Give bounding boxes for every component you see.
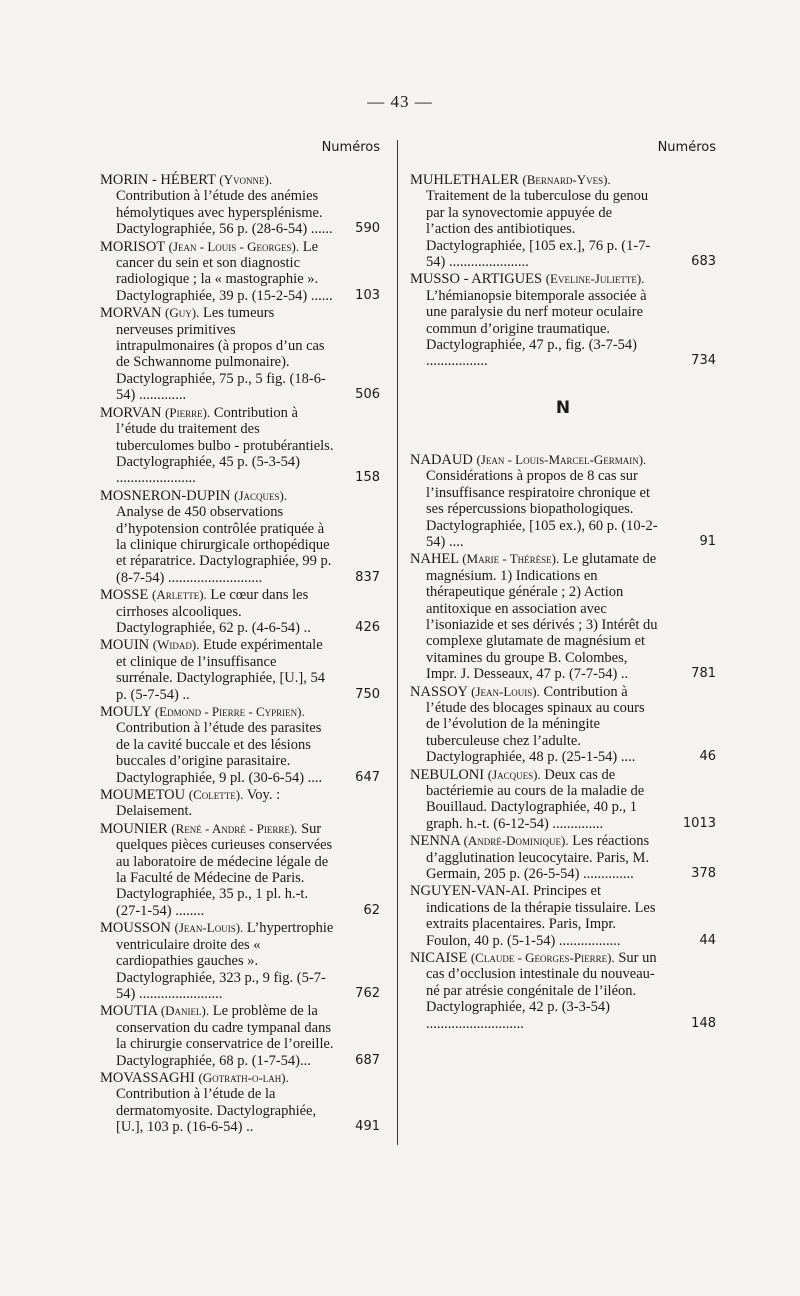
entry-description: Sur un cas d’occlusion intestinale du nouveau-né par atrésie congénitale de l’iléon. Dactylographiée, 42 p. (3-3-54) ........................... [426, 950, 657, 1032]
entry-description: Les tumeurs nerveuses primitives intrapulmonaires (à propos d’un cas de Schwannome pulmonaire). Dactylographiée, 75 p., 5 fig. (18-6-54) ............. [116, 305, 326, 404]
entry-description: Contribution à l’étude des blocages spinaux au cours de l’évolution de la méningite tuberculeuse chez l’adulte. Dactylographiée, 48 p. (25-1-54) .... [426, 683, 645, 766]
thesis-entry [100, 1070, 380, 1136]
entry-description: Analyse de 450 observations d’hypotension contrôlée pratiquée à la clinique chirurgicale orthopédique et réparatrice. Dactylographiée, 99 p. (8-7-54) .......................... [116, 504, 332, 586]
entry-description: Contribution à l’étude des anémies hémolytiques avec hypersplénisme. Dactylographiée, 56 p. (28-6-54) ...... [116, 188, 333, 238]
thesis-entry [100, 172, 380, 238]
thesis-entry [100, 704, 380, 786]
thesis-entry [100, 405, 380, 487]
thesis-entry [410, 883, 716, 949]
author-given-names: (René - André - Pierre). [171, 820, 298, 836]
author-name: MOUMETOU [100, 787, 186, 804]
entry-text [100, 405, 334, 487]
entry-text [410, 684, 658, 766]
author-name: MOUTIA [100, 1003, 158, 1020]
column-header: Numéros [657, 140, 716, 155]
thesis-entry [100, 1003, 380, 1069]
author-name: MORVAN [100, 404, 162, 421]
author-given-names: (Colette). [188, 787, 244, 803]
entry-text [410, 883, 658, 949]
entry-description: Le cœur dans les cirrhoses alcooliques. Dactylographiée, 62 p. (4-6-54) .. [116, 587, 311, 636]
thesis-entry [410, 684, 716, 766]
entry-description: L’hémianopsie bitemporale associée à une paralysie du nerf moteur oculaire commun d’origine traumatique. Dactylographiée, 47 p., fig. (3-7-54) ................. [426, 287, 647, 370]
thesis-entry [100, 920, 380, 1002]
entry-description: Etude expérimentale et clinique de l’insuffisance surrénale. Dactylographiée, [U.], 54 p. (5-7-54) .. [116, 637, 325, 703]
author-given-names: (Guy). [165, 305, 200, 321]
entry-number: 837 [355, 569, 380, 585]
author-name: MOUIN [100, 637, 150, 654]
author-given-names: (Jacques). [487, 766, 541, 782]
entry-text [410, 767, 658, 833]
entry-number: 683 [691, 254, 716, 270]
entry-description: Voy. : Delaisement. [116, 787, 281, 820]
entry-text [100, 587, 334, 636]
thesis-entry [410, 950, 716, 1032]
author-name: MOULY [100, 704, 152, 720]
author-name: NADAUD [410, 451, 473, 468]
entry-text [100, 488, 334, 586]
entry-number: 491 [355, 1119, 380, 1135]
entry-number: 1013 [682, 815, 716, 831]
entry-text [100, 172, 334, 238]
section-letter: N [555, 397, 571, 418]
entry-number: 762 [355, 985, 380, 1001]
author-name: MOSSE [100, 587, 149, 604]
author-name: NASSOY [410, 683, 468, 700]
author-given-names: (Gotrath-o-lah). [198, 1069, 289, 1085]
entry-list [410, 172, 716, 370]
thesis-entry [410, 271, 716, 369]
author-given-names: (Jean-Louis). [471, 683, 540, 699]
entry-description: L’hypertrophie ventriculaire droite des « cardiopathies gauches ». Dactylographiée, 323 p., 9 fig. (5-7-54) ....................... [116, 920, 334, 1002]
author-given-names: (Bernard-Yves). [522, 172, 611, 187]
entry-description: Contribution à l’étude des parasites de la cavité buccale et des lésions buccales d’origine parasitaire. Dactylographiée, 9 pl. (30-6-54) .... [116, 720, 323, 786]
entry-text [410, 950, 658, 1032]
author-given-names: (Marie - Thérèse). [462, 551, 560, 567]
author-name: MORIN - HÉBERT [100, 172, 216, 188]
author-given-names: (Jacques). [234, 487, 288, 503]
entry-description: Contribution à l’étude du traitement des tuberculomes bulbo - protubérantiels. Dactylographiée, 45 p. (5-3-54) ...................... [116, 404, 334, 487]
entry-description: Les réactions d’agglutination leucocytaire. Paris, M. Germain, 205 p. (26-5-54) .............. [426, 833, 650, 883]
thesis-entry [410, 551, 716, 682]
thesis-entry [100, 305, 380, 403]
author-name: NICAISE [410, 950, 468, 967]
entry-number: 426 [355, 619, 380, 635]
entry-number: 506 [355, 387, 380, 403]
author-given-names: (Arlette). [151, 587, 207, 603]
author-name: MOUSSON [100, 920, 171, 937]
author-given-names: (Pierre). [165, 404, 211, 420]
author-given-names: (Jean - Louis-Marcel-Germain). [476, 451, 647, 467]
thesis-entry [100, 239, 380, 305]
author-name: NENNA [410, 833, 460, 850]
author-given-names: (Eveline-Juliette). [545, 271, 645, 287]
thesis-entry [100, 787, 380, 820]
left-column [100, 140, 380, 1137]
entry-number: 378 [691, 866, 716, 882]
thesis-entry [410, 172, 716, 270]
entry-text [100, 787, 334, 820]
entry-number: 734 [691, 353, 716, 369]
entry-number: 91 [699, 533, 716, 549]
entry-description: Contribution à l’étude de la dermatomyosite. Dactylographiée, [U.], 103 p. (16-6-54) .. [116, 1086, 317, 1136]
entry-list [410, 452, 716, 1032]
entry-number: 687 [355, 1052, 380, 1068]
entry-number: 158 [355, 470, 380, 486]
entry-description: Sur quelques pièces curieuses conservées au laboratoire de médecine légale de la Faculté de Médecine de Paris. Dactylographiée, 35 p., 1 pl. h.-t. (27-1-54) ........ [116, 820, 333, 919]
entry-text [410, 551, 658, 682]
author-given-names: (Widad). [152, 637, 200, 653]
entry-text [100, 704, 334, 786]
entry-description: Considérations à propos de 8 cas sur l’insuffisance respiratoire chronique et ses répercussions biopathologiques. Dactylographiée, [105 ex.), 60 p. (10-2-54) .... [426, 468, 658, 550]
author-name: MOVASSAGHI [100, 1069, 195, 1086]
entry-description: Le problème de la conservation du cadre tympanal dans la chirurgie conservatrice de l’oreille. Dactylographiée, 68 p. (1-7-54)... [116, 1003, 334, 1069]
thesis-entry [100, 637, 380, 703]
author-name: MORVAN [100, 305, 162, 322]
author-given-names: (Jean-Louis). [174, 920, 244, 936]
author-name: NEBULONI [410, 766, 485, 783]
entry-text [410, 833, 658, 882]
thesis-entry [410, 833, 716, 882]
entry-text [100, 1070, 334, 1136]
author-given-names: (Yvonne). [219, 172, 273, 187]
author-given-names: (Jean - Louis - Georges). [168, 238, 300, 254]
author-given-names: (André-Dominique). [463, 833, 569, 849]
entry-description: Principes et indications de la thérapie tissulaire. Les extraits placentaires. Paris, Impr. Foulon, 40 p. (5-1-54) ................. [426, 883, 656, 949]
entry-text [100, 239, 334, 305]
page-number: — 43 — [367, 92, 433, 111]
entry-text [100, 1003, 334, 1069]
author-name: NAHEL [410, 551, 459, 568]
thesis-entry [100, 488, 380, 586]
author-name: MUHLETHALER [410, 172, 519, 188]
thesis-entry [410, 767, 716, 833]
thesis-entry [100, 587, 380, 636]
column-divider [397, 140, 398, 1145]
entry-number: 46 [699, 749, 716, 765]
author-name: MORISOT [100, 238, 165, 255]
author-name: MOSNERON-DUPIN [100, 487, 231, 504]
entry-number: 647 [355, 769, 380, 785]
author-name: MOUNIER [100, 820, 168, 837]
entry-description: Le cancer du sein et son diagnostic radiologique ; la « mastographie ». Dactylographiée, 39 p. (15-2-54) ...... [116, 238, 333, 304]
thesis-entry [100, 821, 380, 919]
author-given-names: (Claude - Georges-Pierre). [470, 950, 615, 966]
entry-text [410, 172, 658, 270]
entry-number: 781 [691, 666, 716, 682]
entry-description: Traitement de la tuberculose du genou par la synovectomie appuyée de l’action des antibiotiques. Dactylographiée, [105 ex.], 76 p. (1-7-54) ...................... [426, 188, 651, 271]
entry-number: 148 [691, 1015, 716, 1031]
entry-number: 44 [699, 932, 716, 948]
entry-number: 750 [355, 686, 380, 702]
entry-text [100, 637, 334, 703]
entry-description: Le glutamate de magnésium. 1) Indications en thérapeutique générale ; 2) Action antitoxique en association avec l’isoniazide et ses dérivés ; 3) Intérêt du complexe glutamate de magnésium et vitamines du groupe B. Colombes, Impr. J. Desseaux, 47 p. (7-7-54) .. [426, 551, 658, 683]
entry-list [100, 172, 380, 1136]
entry-text [100, 305, 334, 403]
entry-text [410, 271, 658, 369]
entry-text [410, 452, 658, 550]
entry-text [100, 920, 334, 1002]
entry-number: 103 [355, 287, 380, 303]
column-header: Numéros [321, 140, 380, 155]
author-given-names: (Daniel). [160, 1003, 210, 1019]
entry-number: 590 [355, 221, 380, 237]
entry-text [100, 821, 334, 919]
author-name: MUSSO - ARTIGUES [410, 271, 543, 288]
entry-description: Deux cas de bactériemie au cours de la maladie de Bouillaud. Dactylographiée, 40 p., 1 graph. h.-t. (6-12-54) .............. [426, 766, 645, 832]
right-column [410, 140, 716, 1033]
entry-number: 62 [363, 902, 380, 918]
thesis-entry [410, 452, 716, 550]
author-name: NGUYEN-VAN-AI. [410, 883, 530, 900]
author-given-names: (Edmond - Pierre - Cyprien). [154, 704, 305, 719]
